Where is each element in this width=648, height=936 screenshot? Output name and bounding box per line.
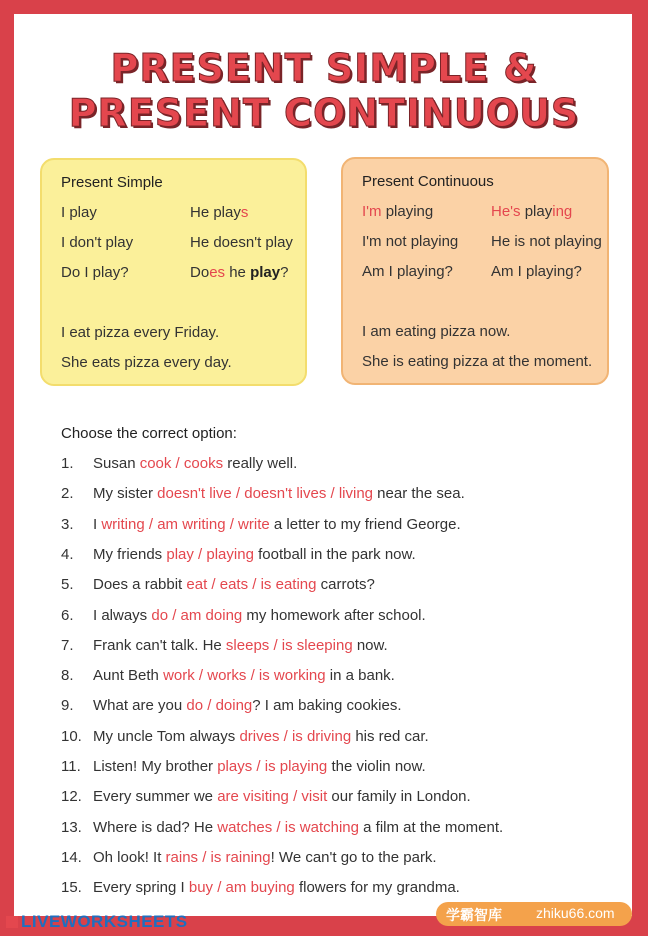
question-text-end: a letter to my friend George. — [269, 515, 461, 533]
logo-square-icon — [6, 916, 18, 928]
question-item — [61, 879, 460, 896]
q-do: Do — [190, 264, 210, 281]
question-item — [61, 455, 297, 472]
question-text: My sister — [93, 485, 158, 503]
question-text-end: his red car. — [351, 727, 429, 745]
question-options[interactable]: are visiting / visit — [217, 788, 328, 806]
watermark-cn: 学霸智库 — [446, 907, 502, 923]
question-text: What are you — [93, 697, 187, 715]
cont-row2-right: He is not playing — [491, 233, 602, 250]
question-item — [61, 758, 426, 775]
question-item — [61, 607, 426, 624]
simple-row1-left: I play — [61, 204, 97, 221]
cont-example-2: She is eating pizza at the moment. — [362, 353, 593, 370]
simple-row3-left: Do I play? — [61, 264, 129, 281]
q-he: he — [225, 264, 251, 281]
present-continuous-box — [341, 157, 609, 385]
question-number: 8. — [61, 667, 74, 685]
cont-play: play — [520, 203, 553, 220]
question-text-end: near the sea. — [373, 485, 465, 503]
question-text-end: my homework after school. — [242, 606, 426, 624]
logo-text: LIVEWORKSHEETS — [21, 912, 188, 931]
simple-row1-right — [190, 204, 248, 221]
question-text: Oh look! It — [93, 848, 166, 866]
question-options[interactable]: plays / is playing — [217, 758, 328, 775]
question-item — [61, 788, 471, 805]
cont-row3-left: Am I playing? — [362, 263, 453, 280]
question-item — [61, 667, 395, 684]
cont-row1-right — [491, 203, 572, 220]
question-text-end: ! We can't go to the park. — [270, 848, 437, 866]
cont-example-1: I am eating pizza now. — [362, 323, 511, 340]
question-options[interactable]: rains / is raining — [165, 848, 271, 866]
present-simple-heading: Present Simple — [61, 174, 163, 191]
question-options[interactable]: do / doing — [186, 697, 253, 715]
question-text: My friends — [93, 545, 167, 563]
simple-example-2: She eats pizza every day. — [61, 354, 232, 371]
present-continuous-heading: Present Continuous — [362, 173, 494, 190]
question-text: Does a rabbit — [93, 576, 187, 594]
question-options[interactable]: watches / is watching — [217, 818, 359, 836]
question-number: 6. — [61, 606, 74, 624]
watermark — [436, 902, 632, 926]
question-options[interactable]: sleeps / is sleeping — [225, 636, 353, 654]
question-options[interactable]: do / am doing — [151, 606, 243, 624]
simple-row1-right-text: He play — [190, 204, 241, 221]
question-number: 10. — [61, 727, 82, 745]
question-text-end: carrots? — [316, 576, 375, 594]
simple-example-1: I eat pizza every Friday. — [61, 324, 220, 341]
question-text: I always — [93, 606, 152, 624]
cont-row1-left — [362, 203, 433, 220]
question-options[interactable]: writing / am writing / write — [101, 515, 270, 533]
question-options[interactable]: play / playing — [166, 545, 254, 563]
simple-row2-left: I don't play — [61, 234, 134, 251]
question-text: Where is dad? He — [93, 818, 218, 836]
question-item — [61, 849, 437, 866]
question-text-end: flowers for my grandma. — [294, 879, 460, 897]
question-text-end: now. — [352, 636, 388, 654]
question-item — [61, 546, 416, 563]
question-number: 14. — [61, 848, 82, 866]
question-number: 3. — [61, 515, 74, 533]
question-item — [61, 637, 388, 654]
question-text: My uncle Tom always — [93, 727, 240, 745]
question-text: I — [93, 515, 102, 533]
question-options[interactable]: work / works / is working — [163, 667, 326, 685]
question-number: 11. — [61, 758, 81, 775]
title-line-1: PRESENT SIMPLE & — [110, 46, 538, 90]
cont-ing: ing — [552, 203, 573, 220]
question-text-end: our family in London. — [327, 788, 471, 806]
question-text: Susan — [93, 455, 140, 472]
question-item — [61, 697, 402, 714]
question-item — [61, 728, 429, 745]
question-options[interactable]: eat / eats / is eating — [186, 576, 317, 594]
question-item — [61, 576, 375, 593]
question-text-end: football in the park now. — [253, 545, 416, 563]
simple-row2-right: He doesn't play — [190, 234, 293, 251]
title-line-2: PRESENT CONTINUOUS — [68, 91, 580, 135]
question-item — [61, 516, 461, 533]
q-es: es — [209, 264, 226, 281]
q-mark: ? — [280, 264, 289, 281]
watermark-url: zhiku66.com — [536, 905, 615, 921]
cont-row2-left: I'm not playing — [362, 233, 459, 250]
question-options[interactable]: doesn't live / doesn't lives / living — [157, 485, 374, 503]
question-text-end: a film at the moment. — [358, 818, 504, 836]
question-text-end: ? I am baking cookies. — [252, 697, 402, 715]
question-number: 13. — [61, 818, 82, 836]
question-item — [61, 819, 503, 836]
question-text-end: the violin now. — [327, 758, 426, 775]
cont-hes: He's — [491, 203, 521, 220]
question-options[interactable]: buy / am buying — [188, 879, 295, 897]
question-text-end: really well. — [223, 455, 298, 472]
question-text: Aunt Beth — [93, 667, 164, 685]
question-number: 4. — [61, 545, 74, 563]
simple-row3-right — [190, 264, 288, 281]
question-text-end: in a bank. — [325, 667, 395, 685]
question-text: Every spring I — [93, 879, 189, 897]
question-text: Frank can't talk. He — [93, 636, 226, 654]
cont-im: I'm — [362, 203, 382, 220]
liveworksheets-logo — [6, 912, 188, 932]
cont-row3-right: Am I playing? — [491, 263, 582, 280]
question-number: 1. — [61, 455, 74, 472]
question-options[interactable]: cook / cooks — [139, 455, 224, 472]
present-simple-box — [40, 158, 307, 386]
question-text: Listen! My brother — [93, 758, 218, 775]
question-item — [61, 485, 465, 502]
question-number: 7. — [61, 636, 74, 654]
question-number: 2. — [61, 485, 74, 503]
question-number: 5. — [61, 576, 74, 594]
q-play: play — [250, 264, 281, 281]
question-number: 12. — [61, 788, 82, 806]
question-number: 15. — [61, 879, 82, 897]
simple-row1-right-suffix: s — [240, 204, 249, 221]
cont-playing: playing — [381, 203, 434, 220]
question-number: 9. — [61, 697, 74, 715]
question-text: Every summer we — [93, 788, 218, 806]
instruction: Choose the correct option: — [61, 425, 237, 442]
question-options[interactable]: drives / is driving — [239, 727, 352, 745]
